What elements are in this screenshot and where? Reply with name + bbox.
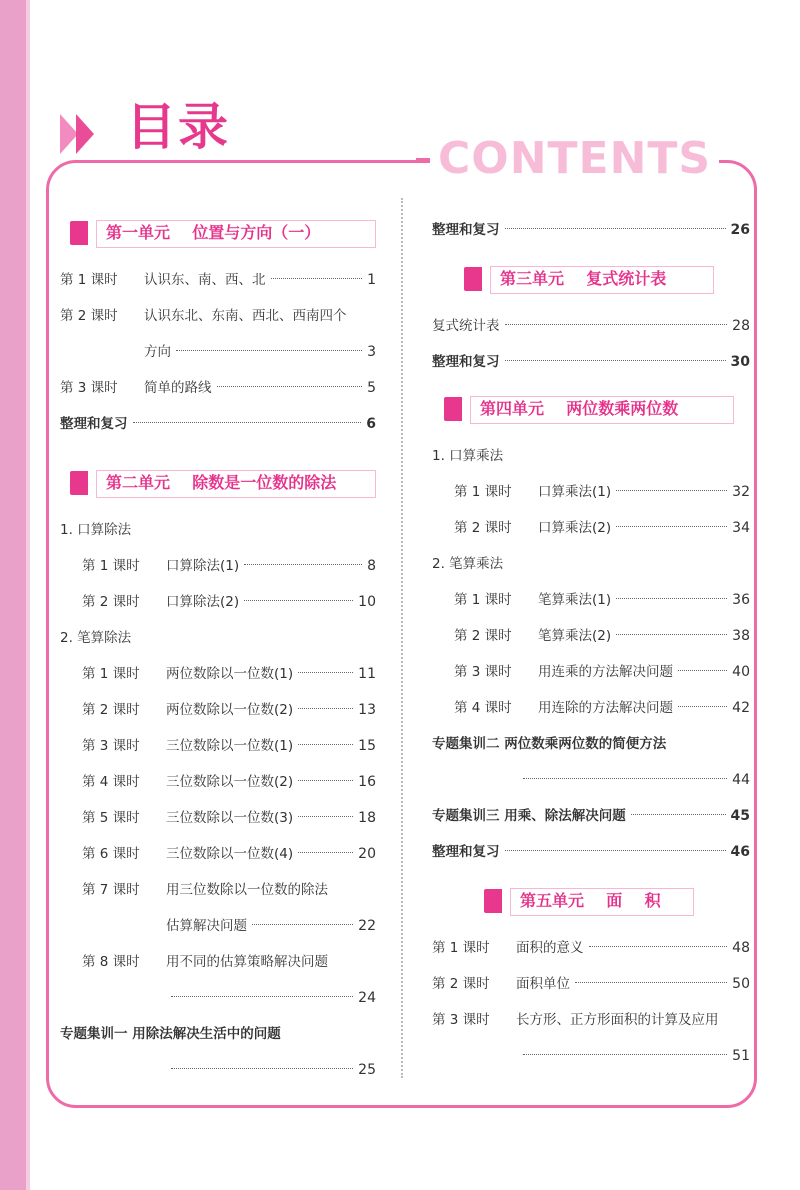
unit-heading[interactable]: 第三单元 复式统计表 (464, 264, 714, 294)
chevron-right-icon (76, 114, 94, 154)
section-label: 2. 笔算乘法 (432, 556, 504, 572)
toc-entry-special[interactable]: 专题集训二 两位数乘两位数的简便方法 (432, 736, 667, 752)
toc-entry[interactable]: 第 3 课时 用连乘的方法解决问题 40 (454, 664, 750, 680)
toc-entry-special[interactable]: 专题集训一 用除法解决生活中的问题 (60, 1026, 281, 1042)
toc-entry-continued[interactable]: 51 (432, 1038, 750, 1074)
toc-entry[interactable]: 第 2 课时 笔算乘法(2) 38 (454, 628, 750, 644)
toc-entry[interactable]: 第 3 课时 简单的路线 5 (60, 380, 376, 396)
toc-entry[interactable]: 第 2 课时 面积单位 50 (432, 976, 750, 992)
unit-heading[interactable]: 第四单元 两位数乘两位数 (444, 394, 734, 424)
toc-entry[interactable]: 第 1 课时 面积的意义 48 (432, 940, 750, 956)
toc-entry-review[interactable]: 整理和复习 30 (432, 354, 750, 370)
toc-entry[interactable]: 第 2 课时 口算乘法(2) 34 (454, 520, 750, 536)
toc-entry-review[interactable]: 整理和复习 26 (432, 222, 750, 238)
toc-entry[interactable]: 第 8 课时 用不同的估算策略解决问题 (82, 954, 328, 970)
toc-entry[interactable]: 第 1 课时 笔算乘法(1) 36 (454, 592, 750, 608)
toc-entry[interactable]: 第 5 课时 三位数除以一位数(3) 18 (82, 810, 376, 826)
toc-entry-continued[interactable]: 44 (432, 762, 750, 798)
toc-entry[interactable]: 第 2 课时 口算除法(2) 10 (82, 594, 376, 610)
tag-icon (464, 267, 482, 291)
column-divider (401, 198, 403, 1078)
toc-entry[interactable]: 第 6 课时 三位数除以一位数(4) 20 (82, 846, 376, 862)
toc-entry[interactable]: 复式统计表 28 (432, 318, 750, 334)
toc-entry-review[interactable]: 整理和复习 46 (432, 844, 750, 860)
section-label: 1. 口算乘法 (432, 448, 504, 464)
toc-entry-special[interactable]: 专题集训三 用乘、除法解决问题 45 (432, 808, 750, 824)
toc-entry-continued[interactable]: 25 (60, 1052, 376, 1088)
toc-entry-continued[interactable]: 24 (60, 980, 376, 1016)
book-spine (0, 0, 30, 1190)
toc-entry[interactable]: 第 3 课时 长方形、正方形面积的计算及应用 (432, 1012, 719, 1028)
toc-entry[interactable]: 第 2 课时 认识东北、东南、西北、西南四个 (60, 308, 347, 324)
tag-icon (70, 221, 88, 245)
toc-entry-continued[interactable]: 估算解决问题 22 (166, 918, 376, 934)
toc-entry[interactable]: 第 1 课时 口算乘法(1) 32 (454, 484, 750, 500)
unit-heading[interactable]: 第五单元 面 积 (484, 886, 694, 916)
section-label: 2. 笔算除法 (60, 630, 132, 646)
toc-entry[interactable]: 第 2 课时 两位数除以一位数(2) 13 (82, 702, 376, 718)
toc-entry[interactable]: 第 4 课时 用连除的方法解决问题 42 (454, 700, 750, 716)
toc-entry[interactable]: 第 7 课时 用三位数除以一位数的除法 (82, 882, 328, 898)
toc-entry-continued[interactable]: 方向 3 (144, 344, 376, 360)
page-title: 目录 (126, 98, 230, 156)
toc-entry[interactable]: 第 4 课时 三位数除以一位数(2) 16 (82, 774, 376, 790)
tag-icon (444, 397, 462, 421)
toc-entry[interactable]: 第 1 课时 口算除法(1) 8 (82, 558, 376, 574)
section-label: 1. 口算除法 (60, 522, 132, 538)
tag-icon (484, 889, 502, 913)
toc-entry[interactable]: 第 3 课时 三位数除以一位数(1) 15 (82, 738, 376, 754)
toc-entry[interactable]: 第 1 课时 两位数除以一位数(1) 11 (82, 666, 376, 682)
toc-entry[interactable]: 第 1 课时 认识东、南、西、北 1 (60, 272, 376, 288)
contents-heading: CONTENTS (430, 134, 719, 184)
unit-heading[interactable]: 第二单元 除数是一位数的除法 (70, 468, 376, 498)
unit-heading[interactable]: 第一单元 位置与方向（一） (70, 218, 376, 248)
toc-entry-review[interactable]: 整理和复习 6 (60, 416, 376, 432)
right-column (432, 212, 750, 1074)
left-column (60, 212, 376, 1088)
tag-icon (70, 471, 88, 495)
